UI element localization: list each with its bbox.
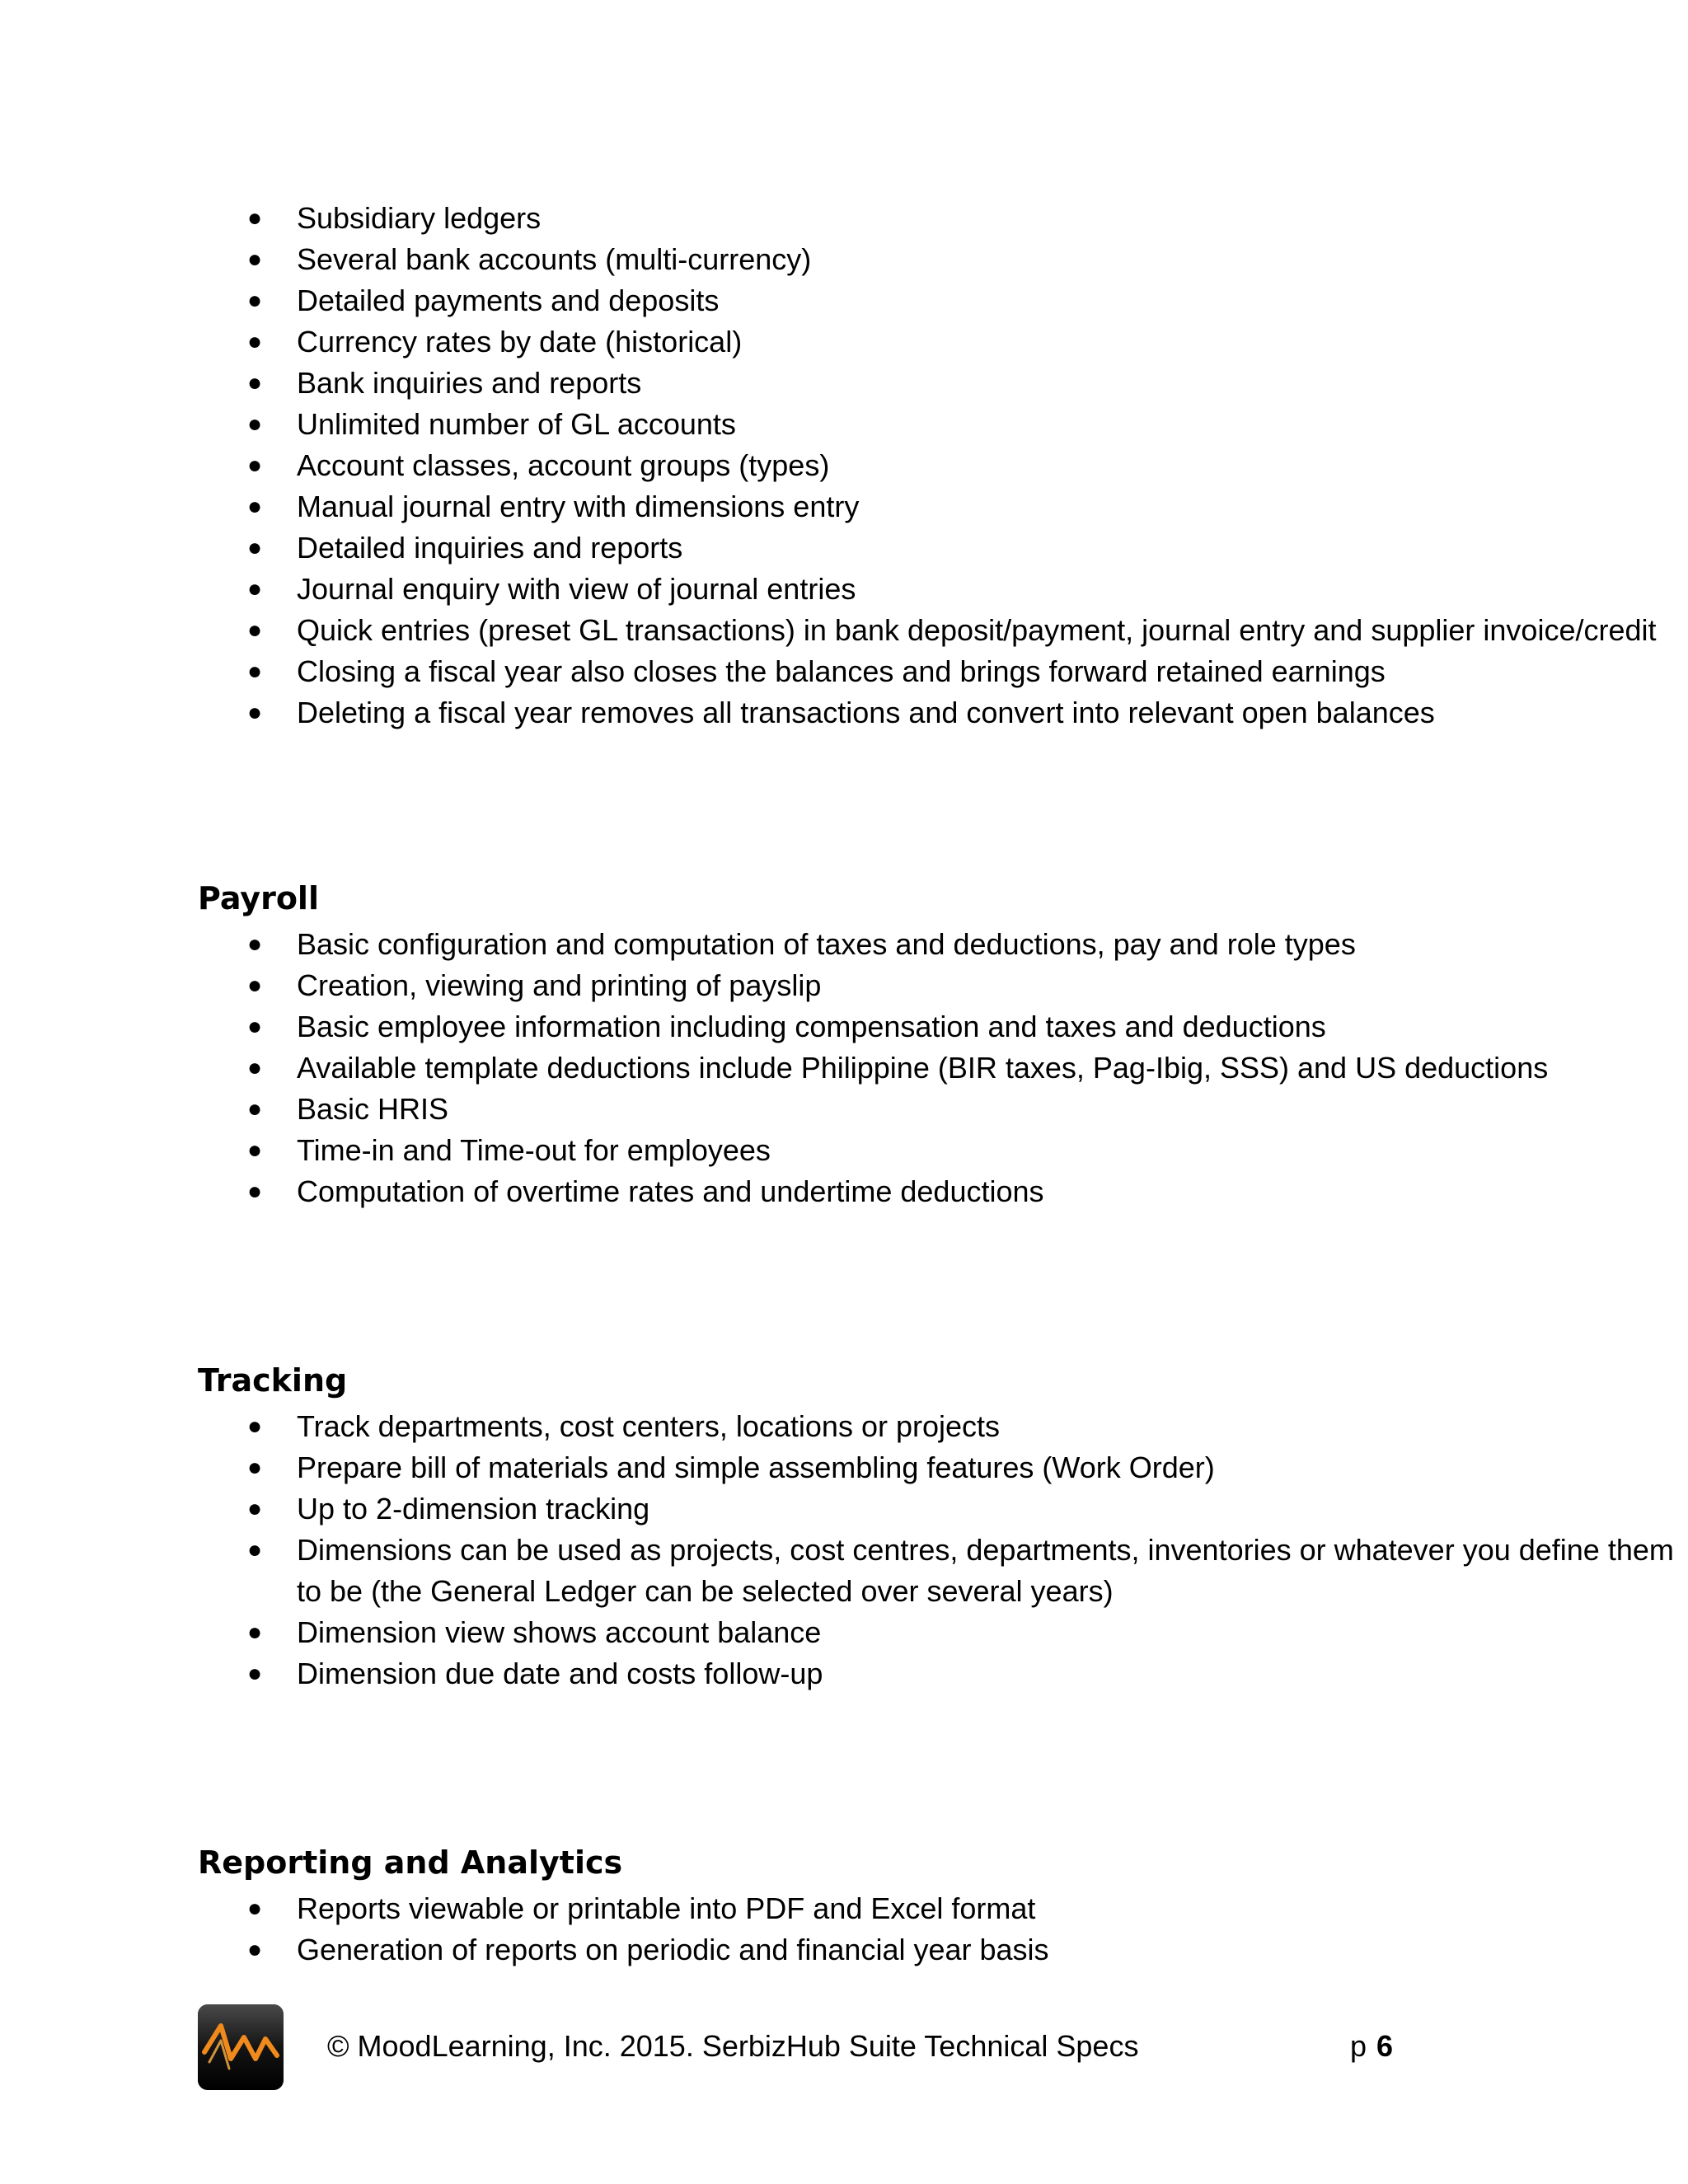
bullet-icon: ● xyxy=(247,1054,263,1081)
bullet-icon: ● xyxy=(247,493,263,520)
payroll-section xyxy=(198,878,1688,1212)
bullet-icon: ● xyxy=(247,452,263,479)
bullet-icon: ● xyxy=(247,1454,263,1481)
list-item: ● Basic HRIS xyxy=(198,1089,1688,1130)
list-item: ● Dimension view shows account balance xyxy=(198,1612,1688,1653)
moodlearning-logo-icon xyxy=(198,2004,284,2090)
list-item: ● Computation of overtime rates and undertime deductions xyxy=(198,1171,1688,1212)
bullet-icon: ● xyxy=(247,1936,263,1963)
bullet-icon: ● xyxy=(247,1895,263,1922)
list-item: ● Available template deductions include Philippine (BIR taxes, Pag-Ibig, SSS) and US deductions xyxy=(198,1047,1688,1089)
list-item: ● Subsidiary ledgers xyxy=(198,198,1688,239)
list-item: ● Basic employee information including compensation and taxes and deductions xyxy=(198,1006,1688,1047)
footer-copyright: © MoodLearning, Inc. 2015. SerbizHub Suite Technical Specs xyxy=(327,2029,1139,2063)
list-item: ● Track departments, cost centers, locations or projects xyxy=(198,1406,1688,1447)
bullet-icon: ● xyxy=(247,1137,263,1164)
list-item: ● Prepare bill of materials and simple assembling features (Work Order) xyxy=(198,1447,1688,1488)
list-item: ● Basic configuration and computation of taxes and deductions, pay and role types xyxy=(198,924,1688,965)
bullet-icon: ● xyxy=(247,1619,263,1646)
bullet-icon: ● xyxy=(247,369,263,396)
bullet-icon: ● xyxy=(247,1536,263,1563)
bullet-icon: ● xyxy=(247,616,263,644)
page-footer xyxy=(198,2004,1434,2090)
page-number: 6 xyxy=(1376,2029,1394,2063)
bullet-icon: ● xyxy=(247,1660,263,1687)
list-item: ● Dimensions can be used as projects, cost centres, departments, inventories or whatever you define them to be (the General Ledger can be selected over several years) xyxy=(198,1530,1688,1612)
tracking-section xyxy=(198,1360,1688,1694)
bullet-icon: ● xyxy=(247,658,263,685)
bullet-icon: ● xyxy=(247,1495,263,1522)
bullet-icon: ● xyxy=(247,534,263,561)
bullet-icon: ● xyxy=(247,1095,263,1122)
bullet-icon: ● xyxy=(247,328,263,355)
bullet-icon: ● xyxy=(247,575,263,602)
list-item: ● Manual journal entry with dimensions entry xyxy=(198,486,1688,527)
list-item: ● Journal enquiry with view of journal entries xyxy=(198,569,1688,610)
logo-mark xyxy=(198,2004,284,2090)
page-number-label xyxy=(1350,2026,1393,2067)
list-item: ● Detailed payments and deposits xyxy=(198,280,1688,321)
bullet-icon: ● xyxy=(247,972,263,999)
bullet-icon: ● xyxy=(247,1413,263,1440)
list-item: ● Several bank accounts (multi-currency) xyxy=(198,239,1688,280)
list-item: ● Account classes, account groups (types) xyxy=(198,445,1688,486)
reporting-section xyxy=(198,1842,1688,1971)
list-item: ● Creation, viewing and printing of payslip xyxy=(198,965,1688,1006)
list-item: ● Closing a fiscal year also closes the balances and brings forward retained earnings xyxy=(198,651,1688,692)
list-item: ● Dimension due date and costs follow-up xyxy=(198,1653,1688,1694)
list-item: ● Deleting a fiscal year removes all transactions and convert into relevant open balances xyxy=(198,692,1688,733)
bullet-icon: ● xyxy=(247,1178,263,1205)
general-ledger-feature-list xyxy=(198,198,1688,733)
bullet-icon: ● xyxy=(247,410,263,438)
reporting-list xyxy=(198,1888,1688,1971)
list-item: ● Detailed inquiries and reports xyxy=(198,527,1688,569)
list-item: ● Up to 2-dimension tracking xyxy=(198,1488,1688,1530)
payroll-list xyxy=(198,924,1688,1212)
list-item: ● Reports viewable or printable into PDF and Excel format xyxy=(198,1888,1688,1929)
tracking-list xyxy=(198,1406,1688,1694)
bullet-icon: ● xyxy=(247,204,263,232)
list-item: ● Quick entries (preset GL transactions) in bank deposit/payment, journal entry and supplier invoice/credit xyxy=(198,610,1688,651)
bullet-icon: ● xyxy=(247,246,263,273)
list-item: ● Currency rates by date (historical) xyxy=(198,321,1688,363)
bullet-icon: ● xyxy=(247,287,263,314)
bullet-icon: ● xyxy=(247,930,263,958)
list-item: ● Time-in and Time-out for employees xyxy=(198,1130,1688,1171)
tracking-heading: Tracking xyxy=(198,1362,348,1399)
bullet-icon: ● xyxy=(247,699,263,726)
payroll-heading: Payroll xyxy=(198,880,319,916)
page-prefix: p xyxy=(1350,2029,1367,2063)
list-item: ● Unlimited number of GL accounts xyxy=(198,404,1688,445)
list-item: ● Generation of reports on periodic and financial year basis xyxy=(198,1929,1688,1971)
list-item: ● Bank inquiries and reports xyxy=(198,363,1688,404)
reporting-heading: Reporting and Analytics xyxy=(198,1844,623,1881)
bullet-icon: ● xyxy=(247,1013,263,1040)
